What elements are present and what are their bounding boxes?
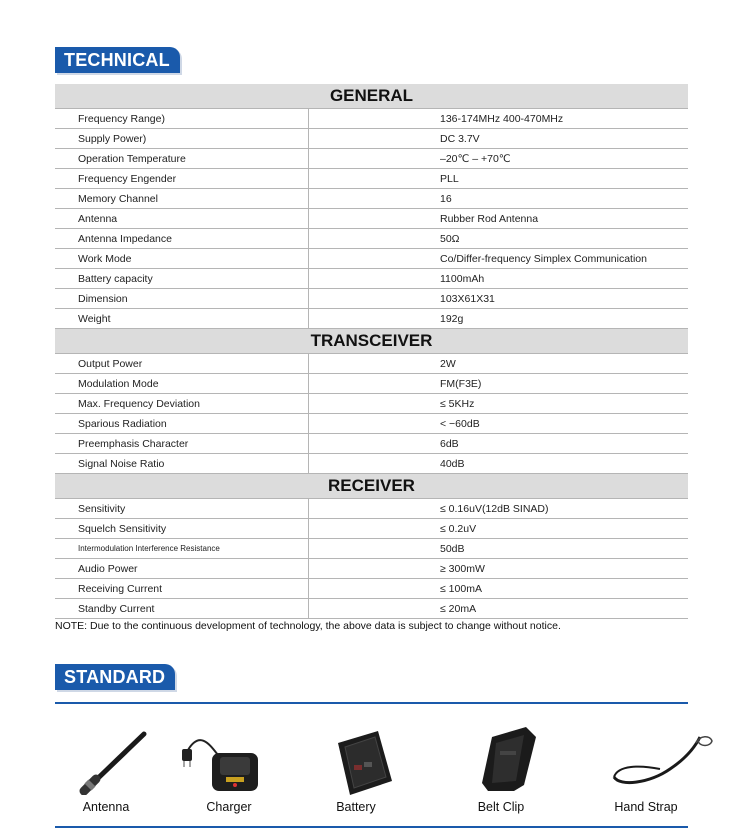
spec-table: [55, 84, 688, 619]
disclaimer-note: NOTE: Due to the continuous development of technology, the above data is subject to change without notice.: [55, 620, 561, 632]
spec-label: Sparious Radiation: [55, 414, 309, 434]
spec-value: ≤ 0.2uV: [309, 519, 689, 539]
spec-value: 6dB: [309, 434, 689, 454]
section-title: RECEIVER: [55, 474, 688, 499]
divider: [55, 702, 688, 704]
table-row: [55, 434, 688, 454]
spec-value: ≥ 300mW: [309, 559, 689, 579]
table-row: [55, 169, 688, 189]
section-title: GENERAL: [55, 84, 688, 109]
table-row: [55, 269, 688, 289]
spec-label: Battery capacity: [55, 269, 309, 289]
spec-label: Squelch Sensitivity: [55, 519, 309, 539]
standard-banner: STANDARD: [55, 664, 175, 690]
spec-label: Frequency Range): [55, 109, 309, 129]
spec-value: PLL: [309, 169, 689, 189]
technical-banner: TECHNICAL: [55, 47, 180, 73]
table-row: [55, 539, 688, 559]
spec-value: 103X61X31: [309, 289, 689, 309]
spec-label: Modulation Mode: [55, 374, 309, 394]
spec-value: DC 3.7V: [309, 129, 689, 149]
spec-label: Antenna Impedance: [55, 229, 309, 249]
spec-value: Rubber Rod Antenna: [309, 209, 689, 229]
spec-value: FM(F3E): [309, 374, 689, 394]
table-row: [55, 559, 688, 579]
spec-value: 192g: [309, 309, 689, 329]
section-title: TRANSCEIVER: [55, 329, 688, 354]
spec-value: 40dB: [309, 454, 689, 474]
spec-label: Sensitivity: [55, 499, 309, 519]
section-header-receiver: [55, 474, 688, 499]
spec-label: Dimension: [55, 289, 309, 309]
spec-value: ≤ 5KHz: [309, 394, 689, 414]
spec-value: 2W: [309, 354, 689, 374]
accessory-label: Belt Clip: [477, 800, 525, 814]
spec-value: 50Ω: [309, 229, 689, 249]
table-row: [55, 189, 688, 209]
spec-label: Preemphasis Character: [55, 434, 309, 454]
table-row: [55, 129, 688, 149]
table-row: [55, 149, 688, 169]
spec-value: 50dB: [309, 539, 689, 559]
spec-label: Frequency Engender: [55, 169, 309, 189]
spec-value: ≤ 0.16uV(12dB SINAD): [309, 499, 689, 519]
spec-label: Weight: [55, 309, 309, 329]
table-row: [55, 414, 688, 434]
table-row: [55, 229, 688, 249]
hand-strap-icon: [600, 725, 720, 795]
table-row: [55, 309, 688, 329]
spec-value: 1100mAh: [309, 269, 689, 289]
spec-label: Operation Temperature: [55, 149, 309, 169]
table-row: [55, 374, 688, 394]
spec-value: 136-174MHz 400-470MHz: [309, 109, 689, 129]
accessory-label: Charger: [206, 800, 252, 814]
spec-label: Audio Power: [55, 559, 309, 579]
accessory-label: Antenna: [82, 800, 130, 814]
spec-value: < −60dB: [309, 414, 689, 434]
table-row: [55, 249, 688, 269]
accessory-label: Battery: [336, 800, 376, 814]
spec-label: Receiving Current: [55, 579, 309, 599]
table-row: [55, 499, 688, 519]
spec-label: Work Mode: [55, 249, 309, 269]
accessory-label: Hand Strap: [614, 800, 678, 814]
section-header-transceiver: [55, 329, 688, 354]
divider: [55, 826, 688, 828]
spec-label: Antenna: [55, 209, 309, 229]
table-row: [55, 394, 688, 414]
spec-label: Signal Noise Ratio: [55, 454, 309, 474]
spec-label: Max. Frequency Deviation: [55, 394, 309, 414]
spec-value: ≤ 20mA: [309, 599, 689, 619]
spec-value: –20℃ – +70℃: [309, 149, 689, 169]
table-row: [55, 289, 688, 309]
spec-value: ≤ 100mA: [309, 579, 689, 599]
spec-label: Intermodulation Interference Resistance: [55, 539, 309, 559]
battery-icon: [300, 725, 420, 795]
spec-label: Output Power: [55, 354, 309, 374]
table-row: [55, 519, 688, 539]
table-row: [55, 579, 688, 599]
spec-value: Co/Differ-frequency Simplex Communication: [309, 249, 689, 269]
spec-label: Memory Channel: [55, 189, 309, 209]
section-header-general: [55, 84, 688, 109]
table-row: [55, 109, 688, 129]
antenna-icon: [60, 725, 180, 795]
charger-icon: [170, 725, 290, 795]
spec-label: Standby Current: [55, 599, 309, 619]
table-row: [55, 599, 688, 619]
table-row: [55, 209, 688, 229]
table-row: [55, 354, 688, 374]
table-row: [55, 454, 688, 474]
spec-value: 16: [309, 189, 689, 209]
spec-label: Supply Power): [55, 129, 309, 149]
belt-clip-icon: [444, 725, 564, 795]
